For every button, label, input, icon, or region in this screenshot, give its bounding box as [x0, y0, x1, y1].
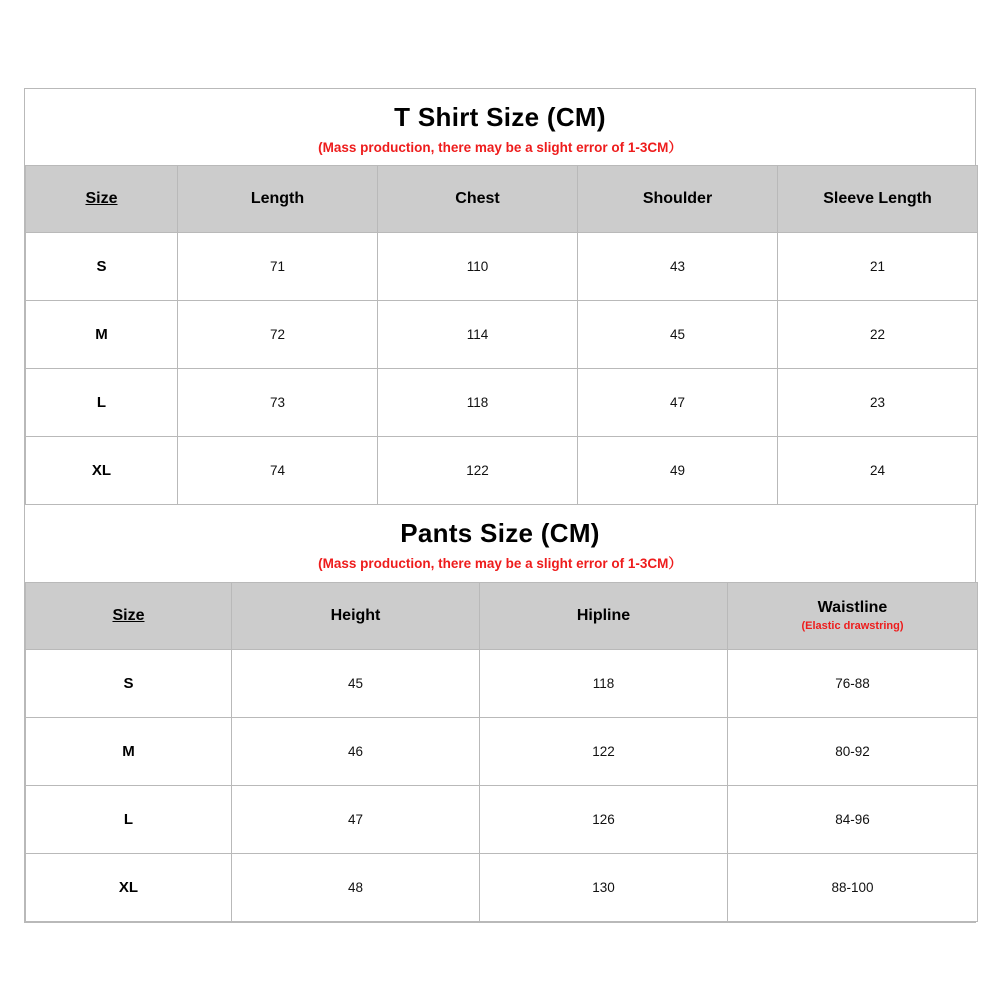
tshirt-row-m-chest: 114	[378, 301, 578, 369]
pants-row-xl-size: XL	[26, 853, 232, 921]
table-row	[26, 649, 978, 717]
pants-subtitle: (Mass production, there may be a slight error of 1-3CM）	[318, 556, 682, 572]
tshirt-row-s-chest: 110	[378, 233, 578, 301]
pants-row-m-hipline: 122	[480, 717, 728, 785]
table-row	[26, 369, 978, 437]
table-row	[26, 717, 978, 785]
pants-header-hipline: Hipline	[480, 582, 728, 649]
pants-header-waistline-note: (Elastic drawstring)	[801, 620, 904, 633]
pants-row-m-waistline: 80-92	[728, 717, 978, 785]
pants-header-waistline	[728, 582, 978, 649]
pants-title: Pants Size (CM)	[400, 518, 600, 549]
pants-table-header	[26, 582, 978, 649]
pants-table-body	[26, 649, 978, 921]
pants-row-xl-waistline: 88-100	[728, 853, 978, 921]
table-row	[26, 853, 978, 921]
tshirt-row-m-size: M	[26, 301, 178, 369]
tshirt-row-l-sleeve: 23	[778, 369, 978, 437]
tshirt-row-m-sleeve: 22	[778, 301, 978, 369]
pants-row-l-height: 47	[232, 785, 480, 853]
pants-header-waistline-label: Waistline	[817, 599, 888, 617]
pants-row-l-size: L	[26, 785, 232, 853]
pants-row-s-hipline: 118	[480, 649, 728, 717]
tshirt-row-xl-length: 74	[178, 437, 378, 505]
tshirt-row-m-shoulder: 45	[578, 301, 778, 369]
table-header-row	[26, 166, 978, 233]
tshirt-table-body	[26, 233, 978, 505]
tshirt-row-m-length: 72	[178, 301, 378, 369]
table-row	[26, 301, 978, 369]
tshirt-row-s-size: S	[26, 233, 178, 301]
tshirt-header-size	[26, 166, 178, 233]
tshirt-row-l-length: 73	[178, 369, 378, 437]
tshirt-row-l-size: L	[26, 369, 178, 437]
table-header-row	[26, 582, 978, 649]
pants-row-m-height: 46	[232, 717, 480, 785]
tshirt-row-xl-sleeve: 24	[778, 437, 978, 505]
pants-row-m-size: M	[26, 717, 232, 785]
tshirt-row-xl-size: XL	[26, 437, 178, 505]
tshirt-subtitle: (Mass production, there may be a slight error of 1-3CM）	[318, 139, 682, 155]
tshirt-row-l-chest: 118	[378, 369, 578, 437]
table-row	[26, 437, 978, 505]
tshirt-table-header	[26, 166, 978, 233]
tshirt-header-sleeve-length: Sleeve Length	[778, 166, 978, 233]
pants-row-l-waistline: 84-96	[728, 785, 978, 853]
tshirt-header-size-label: Size	[85, 190, 118, 208]
pants-row-s-size: S	[26, 649, 232, 717]
pants-row-s-height: 45	[232, 649, 480, 717]
table-row	[26, 233, 978, 301]
pants-row-xl-hipline: 130	[480, 853, 728, 921]
pants-size-table	[25, 582, 978, 922]
tshirt-row-xl-chest: 122	[378, 437, 578, 505]
pants-row-l-hipline: 126	[480, 785, 728, 853]
pants-title-block	[25, 505, 975, 581]
pants-header-height: Height	[232, 582, 480, 649]
pants-header-size-label: Size	[112, 606, 145, 624]
tshirt-row-s-shoulder: 43	[578, 233, 778, 301]
tshirt-row-s-length: 71	[178, 233, 378, 301]
pants-row-xl-height: 48	[232, 853, 480, 921]
pants-header-size	[26, 582, 232, 649]
size-chart-container	[24, 88, 976, 923]
tshirt-row-s-sleeve: 21	[778, 233, 978, 301]
table-row	[26, 785, 978, 853]
tshirt-title: T Shirt Size (CM)	[394, 102, 606, 132]
tshirt-header-shoulder: Shoulder	[578, 166, 778, 233]
tshirt-header-chest: Chest	[378, 166, 578, 233]
tshirt-row-xl-shoulder: 49	[578, 437, 778, 505]
tshirt-header-length: Length	[178, 166, 378, 233]
tshirt-size-table	[25, 165, 978, 505]
tshirt-row-l-shoulder: 47	[578, 369, 778, 437]
pants-row-s-waistline: 76-88	[728, 649, 978, 717]
tshirt-title-block	[25, 89, 975, 165]
